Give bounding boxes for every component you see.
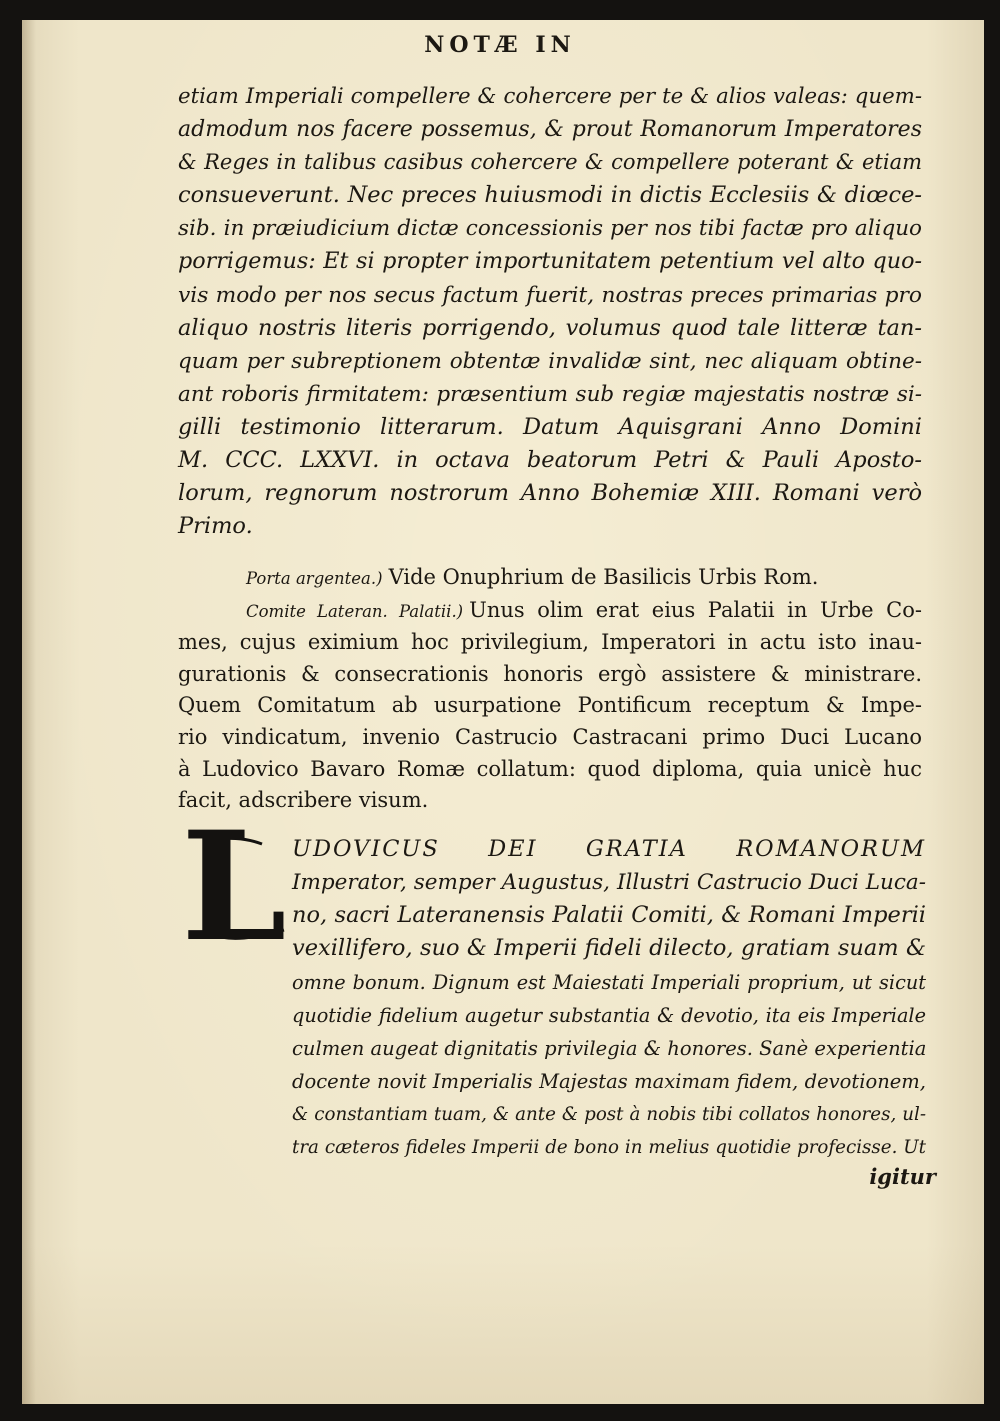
note-line: facit, adscribere visum. [178, 788, 429, 813]
text-line: docente novit Imperialis Majestas maximam fidem, devotionem, [292, 1070, 926, 1094]
running-head: NOTÆ IN [424, 32, 576, 58]
text-line: culmen augeat dignitatis privilegia & honores. Sanè experientia [292, 1037, 927, 1061]
text-line: Imperator, semper Augustus, Illustri Castrucio Duci Luca- [292, 870, 926, 896]
note-line: gurationis & consecrationis honoris ergò assistere & ministrare. [178, 661, 922, 686]
note-line: à Ludovico Bavaro Romæ collatum: quod diploma, quia unicè huc [178, 756, 922, 781]
text-line: quotidie fidelium augetur substantia & devotio, ita eis Imperiale [292, 1004, 926, 1028]
text-line: sib. in præiudicium dictæ concessionis per nos tibi factæ pro aliquo [178, 216, 922, 242]
text-line: & Reges in talibus casibus cohercere & compellere poterant & etiam [178, 150, 922, 175]
text-line: lorum, regnorum nostrorum Anno Bohemiæ XIII. Romani verò [178, 480, 922, 507]
text-line: consueverunt. Nec preces huiusmodi in dictis Ecclesiis & diœce- [178, 182, 922, 209]
note-line: rio vindicatum, invenio Castrucio Castracani primo Duci Lucano [178, 724, 922, 749]
diploma-first-line: UDOVICUS DEI GRATIA ROMANORUM [292, 836, 926, 862]
note-text: Unus olim erat eius Palatii in Urbe Co- [469, 597, 922, 622]
note-text: Vide Onuphrium de Basilicis Urbis Rom. [388, 565, 819, 589]
note-lemma: Comite Lateran. Palatii.) [246, 601, 464, 621]
catchword: igitur [869, 1164, 936, 1189]
text-line: & constantiam tuam, & ante & post à nobis tibi collatos honores, ul- [292, 1104, 926, 1126]
text-line: vexillifero, suo & Imperii fideli dilecto, gratiam suam & [292, 935, 926, 962]
note-line: Quem Comitatum ab usurpatione Pontificum receptum & Impe- [178, 693, 922, 718]
diploma-text [292, 833, 926, 965]
text-line: gilli testimonio litterarum. Datum Aquisgrani Anno Domini [178, 413, 922, 440]
text-line: M. CCC. LXXVI. in octava beatorum Petri & Pauli Aposto- [178, 447, 922, 474]
page-foxing [22, 1244, 984, 1404]
text-line: vis modo per nos secus factum fuerit, nostras preces primarias pro [178, 282, 922, 308]
text-line: porrigemus: Et si propter importunitatem petentium vel alto quo- [178, 248, 922, 275]
decorated-initial: L [181, 799, 287, 975]
letter-continuation [178, 80, 922, 543]
text-line: omne bonum. Dignum est Maiestati Imperiali proprium, ut sicut [292, 971, 926, 994]
text-line: Primo. [178, 513, 253, 540]
text-line: ant roboris firmitatem: præsentium sub regiæ majestatis nostræ si- [178, 381, 922, 407]
text-line: etiam Imperiali compellere & cohercere per te & alios valeas: quem- [178, 84, 922, 109]
text-line: tra cæteros fideles Imperii de bono in melius quotidie profecisse. Ut [292, 1137, 926, 1159]
note-line [178, 562, 922, 595]
text-line: admodum nos facere possemus, & prout Romanorum Imperatores [178, 117, 922, 143]
text-line: no, sacri Lateranensis Palatii Comiti, & Romani Imperii [292, 902, 926, 929]
text-line: quam per subreptionem obtentæ invalidæ sint, nec aliquam obtine- [178, 348, 922, 374]
diploma-text-full [292, 966, 926, 1165]
commentary-notes [178, 562, 922, 817]
text-line: aliquo nostris literis porrigendo, volumus quod tale litteræ tan- [178, 314, 922, 341]
page-gutter-shadow [22, 20, 36, 1404]
note-line: mes, cujus eximium hoc privilegium, Imperatori in actu isto inau- [178, 630, 922, 655]
note-lemma: Porta argentea.) [246, 569, 383, 588]
note-line [178, 595, 922, 628]
